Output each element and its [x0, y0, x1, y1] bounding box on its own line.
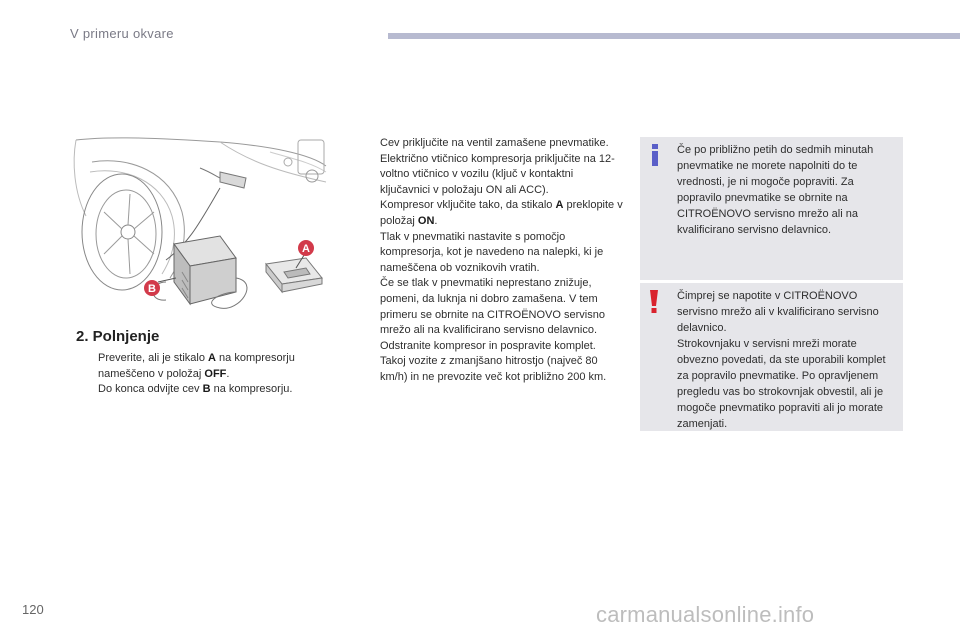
middle-instruction-list — [358, 136, 626, 386]
exclamation-icon — [648, 290, 660, 314]
list-item: Preverite, ali je stikalo A na kompresorju nameščeno v položaj OFF. — [98, 352, 295, 380]
watermark: carmanualsonline.info — [596, 602, 815, 627]
list-item: Električno vtičnico kompresorja priključite na 12-voltno vtičnico v vozilu (ključ v kontaktni ključavnici v položaju ON ali ACC). — [380, 152, 615, 196]
list-item: Odstranite kompresor in pospravite komplet. — [380, 339, 596, 352]
list-item: Takoj vozite z zmanjšano hitrostjo (največ 80 km/h) in ne prevozite več kot približno 200 km. — [380, 355, 607, 383]
page-header-title: V primeru okvare — [70, 26, 174, 41]
page-number: 120 — [22, 602, 44, 617]
warning-box — [640, 283, 903, 431]
list-item: Kompresor vključite tako, da stikalo A preklopite v položaj ON. — [380, 199, 623, 227]
list-item: Do konca odvijte cev B na kompresorju. — [98, 383, 293, 396]
list-item: Cev priključite na ventil zamašene pnevmatike. — [380, 137, 609, 149]
info-icon — [648, 144, 662, 166]
list-item-continuation: Če se tlak v pnevmatiki neprestano znižuje, pomeni, da luknja ni dobro zamašena. V tem primeru se obrnite na CITROËNOVO servisno mrežo ali na kvalificirano servisno delavnico. — [380, 277, 605, 337]
warning-box-text: Čimprej se napotite v CITROËNOVO servisno mrežo ali v kvalificirano servisno delavnico. Strokovnjaku v servisni mreži morate obvezno povedati, da ste uporabili komplet za popravilo pnevmatike. Po opravljenem pregledu vas bo strokovnjak obvestil, ali je mogoče pnevmatiko popraviti ali jo morate zamenjati. — [677, 290, 886, 430]
label-b: B — [148, 283, 156, 295]
info-box-text: Če po približno petih do sedmih minutah pnevmatike ne morete napolniti do te vrednosti, je ni mogoče popraviti. Za popravilo pnevmatike se obrnite na CITROËNOVO servisno mrežo ali na kvalificirano servisno delavnico. — [677, 144, 874, 236]
label-a: A — [302, 243, 310, 255]
list-item: Tlak v pnevmatiki nastavite s pomočjo kompresorja, kot je navedeno na nalepki, ki je nameščena ob voznikovih vratih. — [380, 230, 604, 274]
section-title: 2. Polnjenje — [76, 328, 160, 345]
header-bar — [388, 33, 960, 39]
left-instruction-list — [76, 351, 326, 398]
info-box — [640, 137, 903, 280]
compressor-illustration — [70, 132, 328, 316]
